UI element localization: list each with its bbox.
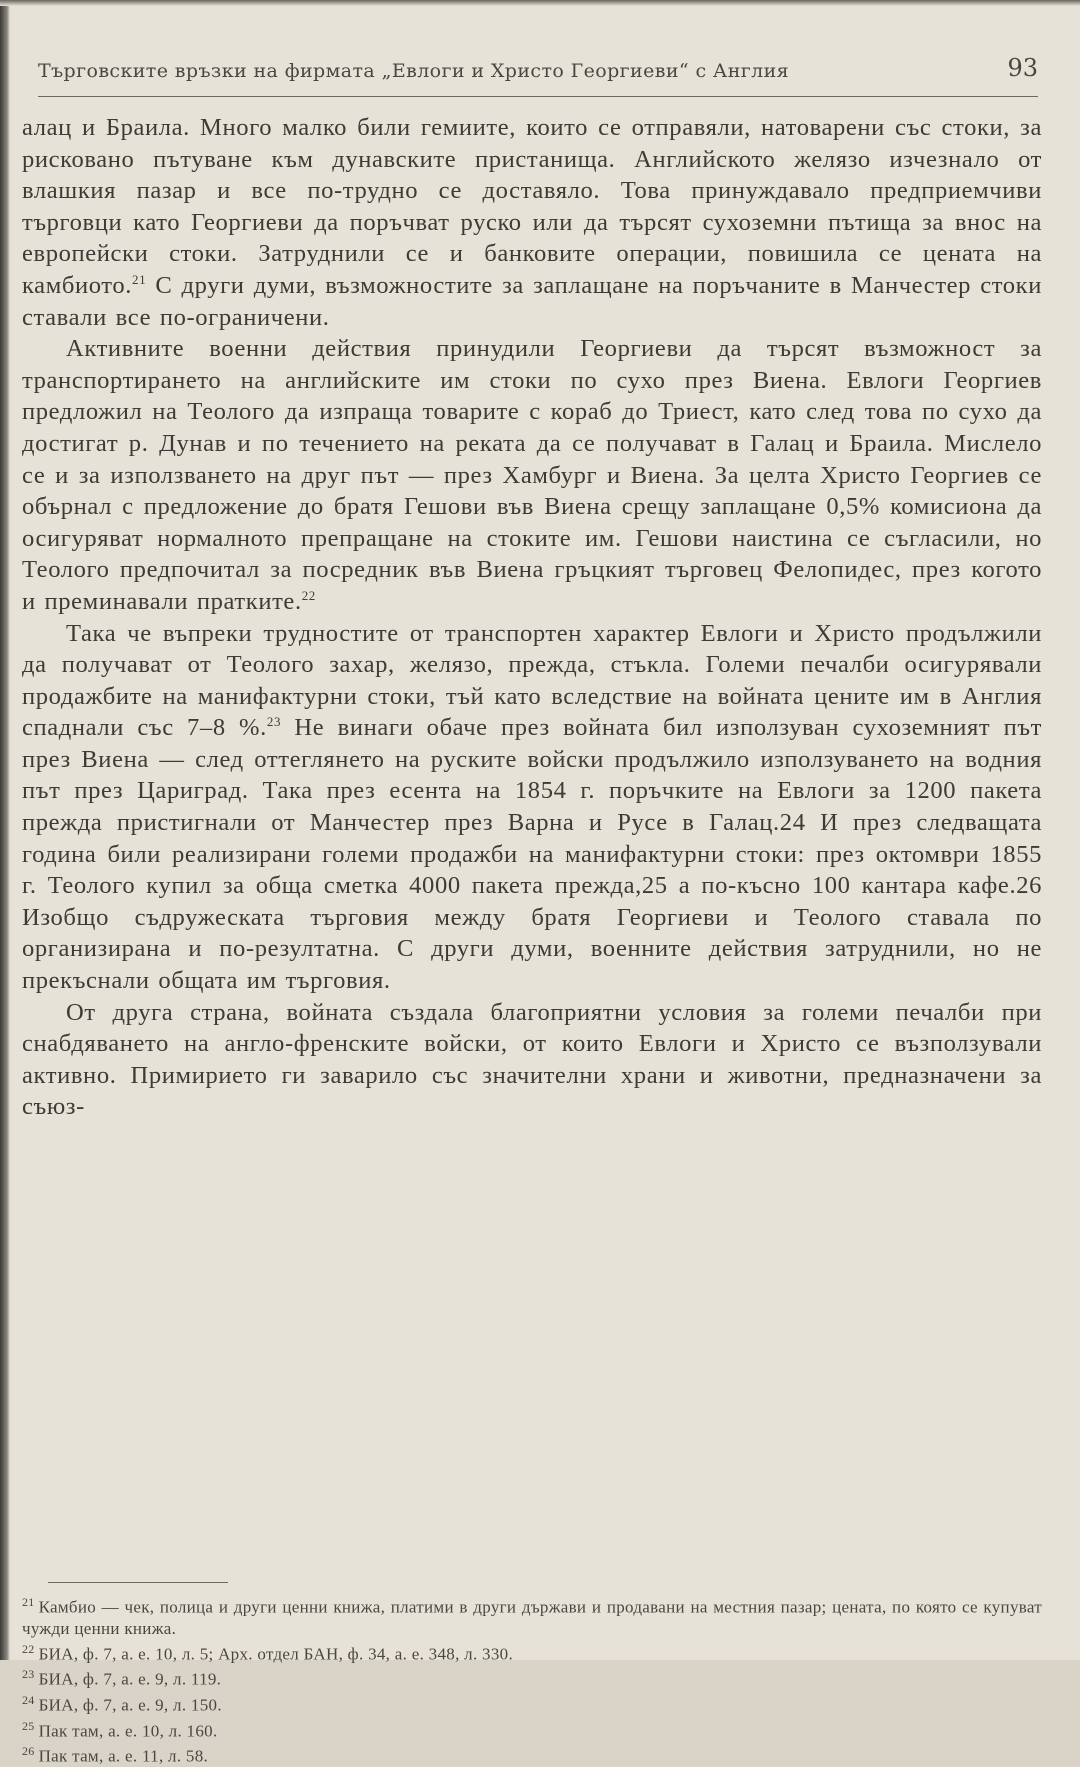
running-header <box>38 52 1038 97</box>
page-top-shadow <box>0 0 1080 6</box>
footnote-number: 22 <box>22 1641 35 1656</box>
footnote-number: 24 <box>22 1692 35 1707</box>
page-number: 93 <box>1007 54 1038 82</box>
paragraph-2-text: Активните военни действия принудили Георгиеви да търсят възможност за транспортирането на английските им стоки по сухо през Виена. Евлоги Георгиев предложил на Теолого да изпраща товарите с кораб до Триест, като след това по сухо да достигат р. Дунав и по течението на реката да се получават в Галац и Браила. Мислело се и за използването на друг път — през Хамбург и Виена. За целта Христо Георгиев се обърнал с предложение до братя Гешови във Виена срещу заплащане 0,5% комисиона да осигуряват нормалното препращане на стоките им. Гешови наистина се съгласили, но Теолого предпочитал за посредник във Виена гръцкият търговец Фелопидес, през когото и преминавали пратките. <box>22 335 1042 615</box>
paragraph-1-tail: С други думи, възможностите за заплащане на поръчаните в Манчестер стоки ставали все по-ограничени. <box>22 271 1042 331</box>
footnote-ref-23: 23 <box>266 714 282 730</box>
footnote-text: БИА, ф. 7, а. е. 9, л. 119. <box>38 1669 222 1689</box>
footnote-number: 26 <box>22 1744 35 1759</box>
footnote-text: БИА, ф. 7, а. е. 9, л. 150. <box>38 1695 222 1715</box>
footnote-26 <box>22 1741 1042 1767</box>
paragraph-4-text: От друга страна, войната създала благоприятни условия за големи печалби при снабдяването на англо-френските войски, от които Евлоги и Христо се възползували активно. Примирието ги заварило със значителни храни и животни, предназначени за съюз- <box>22 998 1042 1121</box>
footnote-22 <box>22 1639 1042 1665</box>
paragraph-3 <box>22 618 1042 997</box>
footnote-text: Пак там, а. е. 10, л. 160. <box>38 1721 218 1741</box>
page-binding-shadow <box>0 0 10 1660</box>
paragraph-3-text: Така че въпреки трудностите от транспортен характер Евлоги и Христо продължили да получават от Теолого захар, желязо, прежда, стъкла. Големи печалби осигурявали продажбите на манифактурни стоки, тъй като вследствие на войната цените им в Англия спаднали със 7–8 %. <box>22 619 1042 742</box>
footnote-text: Пак там, а. е. 11, л. 58. <box>38 1746 209 1766</box>
footnote-text: Камбио — чек, полица и други ценни книжа, платими в други държави и продавани на местния пазар; цената, по която се купуват чужди ценни книжа. <box>22 1597 1042 1638</box>
footnote-divider <box>48 1582 228 1583</box>
body-text <box>22 112 1042 1123</box>
running-title: Търговските връзки на фирмата „Евлоги и Христо Георгиеви“ с Англия <box>38 60 790 82</box>
footnote-24 <box>22 1690 1042 1716</box>
paragraph-1 <box>22 112 1042 333</box>
footnote-number: 23 <box>22 1667 35 1682</box>
footnote-ref-21: 21 <box>131 271 147 287</box>
footnotes <box>22 1592 1042 1767</box>
paragraph-3-tail: Не винаги обаче през войната бил използуван сухоземният път през Виена — след оттеглянето на руските войски продължило използуването на водния път през Цариград. Така през есента на 1854 г. поръчките на Евлоги за 1200 пакета прежда пристигнали от Манчестер през Варна и Русе в Галац.24 И през следващата година били реализирани големи продажби на манифактурни стоки: през октомври 1855 г. Теолого купил за обща сметка 4000 пакета прежда,25 а по-късно 100 кантара кафе.26 Изобщо съдружеската търговия между братя Георгиеви и Теолого ставала по организирана и по-резултатна. С други думи, военните действия затруднили, но не прекъснали общата им търговия. <box>22 714 1042 995</box>
footnote-ref-22: 22 <box>301 587 316 603</box>
footnote-25 <box>22 1716 1042 1742</box>
footnote-21 <box>22 1592 1042 1639</box>
paragraph-1-text: алац и Браила. Много малко били гемиите, които се отправяли, натоварени със стоки, за рисковано пътуване към дунавските пристанища. Английското желязо изчезнало от влашкия пазар и все по-трудно се доставяло. Това принуждавало предприемчиви търговци като Георгиеви да поръчват руско или да търсят сухоземни пътища за внос на европейски стоки. Затруднили се и банковите операции, повишила се цената на камбиото. <box>22 114 1042 299</box>
paragraph-4 <box>22 997 1042 1123</box>
footnote-number: 21 <box>22 1595 35 1609</box>
footnote-number: 25 <box>22 1718 35 1733</box>
footnote-23 <box>22 1664 1042 1690</box>
paragraph-2 <box>22 333 1042 617</box>
footnote-text: БИА, ф. 7, а. е. 10, л. 5; Арх. отдел БАН, ф. 34, а. е. 348, л. 330. <box>38 1644 514 1664</box>
